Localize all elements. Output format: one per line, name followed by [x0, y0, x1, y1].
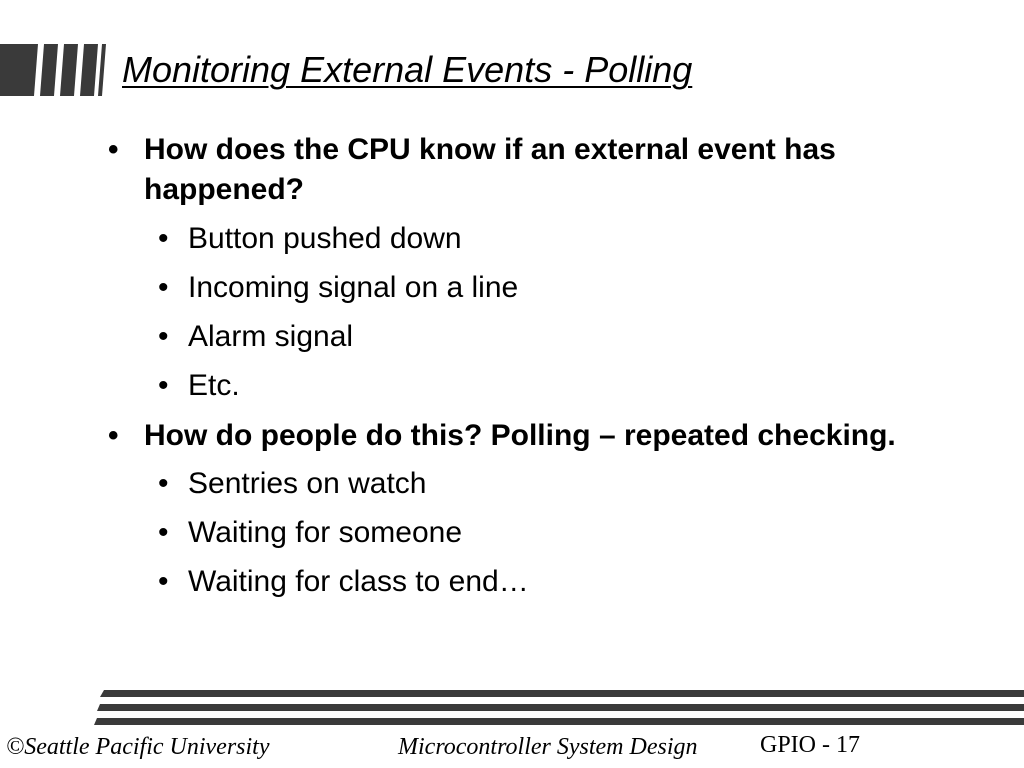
bullet-dot: • — [158, 516, 169, 549]
footer-page-number: GPIO - 17 — [760, 732, 860, 758]
bullet-dot: • — [158, 320, 169, 353]
footer-rule-lines — [0, 690, 1024, 728]
bullet-text: How do people do this? Polling – repeated checking. — [144, 419, 896, 452]
sub-bullet-text: Button pushed down — [188, 222, 462, 255]
sub-bullet-text: Waiting for someone — [188, 516, 463, 549]
sub-bullet-text: Etc. — [188, 369, 240, 402]
footer-course: Microcontroller System Design — [398, 734, 698, 760]
sub-bullet-text: Alarm signal — [188, 320, 354, 353]
bullet-dot: • — [158, 369, 169, 402]
sub-bullet-text: Incoming signal on a line — [188, 271, 519, 304]
bullet-dot: • — [158, 271, 169, 304]
sub-bullet — [158, 464, 427, 504]
sub-bullet — [158, 562, 529, 602]
bullet-dot: • — [108, 133, 119, 166]
footer-copyright: ©Seattle Pacific University — [6, 734, 270, 760]
slide-title: Monitoring External Events - Polling — [122, 49, 693, 90]
sub-bullet-text: Sentries on watch — [188, 467, 427, 500]
bullet-question — [108, 130, 1004, 210]
sub-bullet — [158, 219, 462, 259]
bullet-dot: • — [158, 565, 169, 598]
sub-bullet — [158, 513, 463, 553]
bullet-dot: • — [158, 467, 169, 500]
sub-bullet — [158, 366, 240, 406]
bullet-text: How does the CPU know if an external event has happened? — [144, 133, 836, 206]
bullet-polling — [108, 416, 1004, 456]
bullet-dot: • — [108, 419, 119, 452]
bullet-dot: • — [158, 222, 169, 255]
sub-bullet — [158, 317, 354, 357]
sub-bullet — [158, 268, 519, 308]
sub-bullet-text: Waiting for class to end… — [188, 565, 529, 598]
